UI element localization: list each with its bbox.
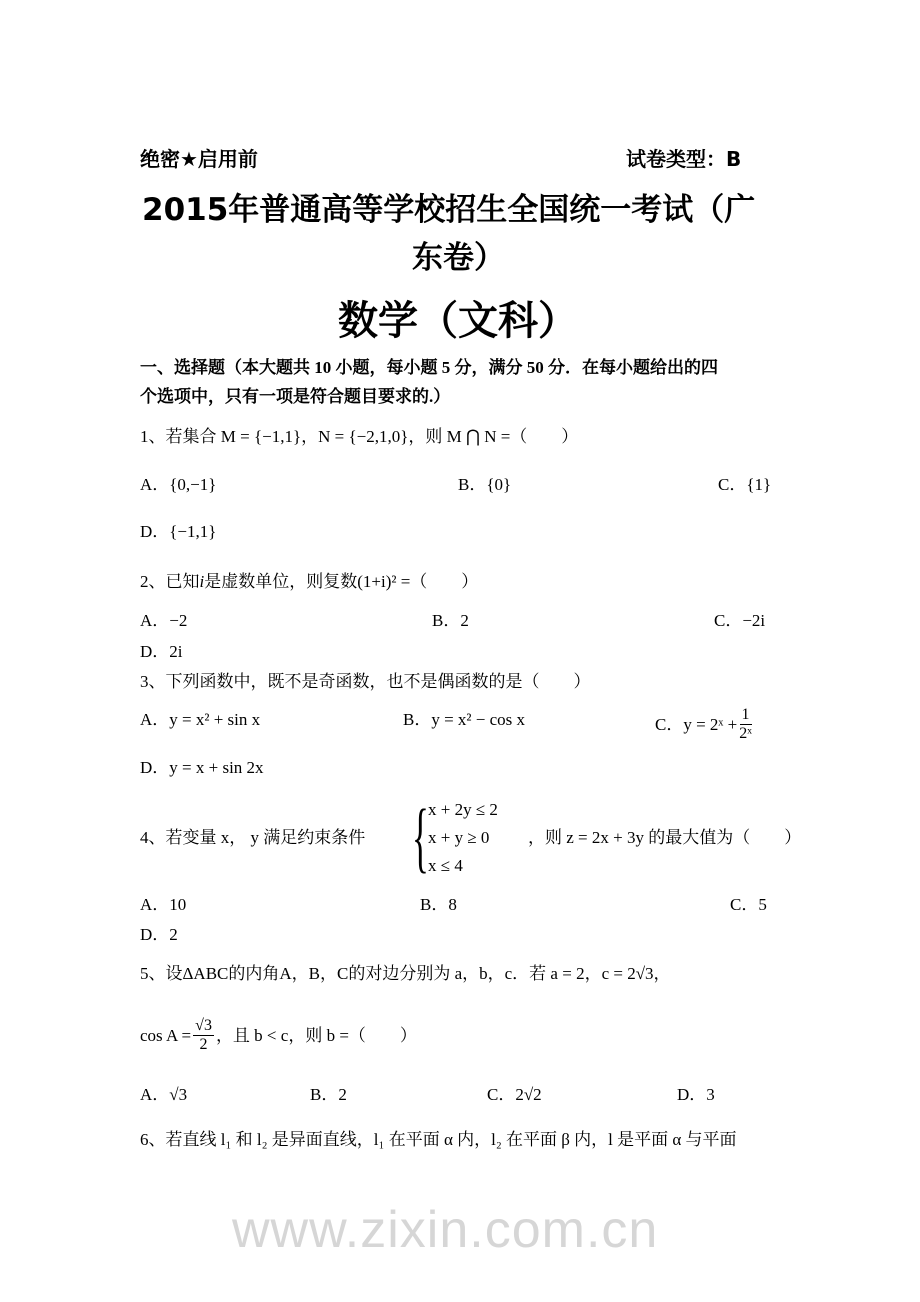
question-5-option-d: D．3: [677, 1085, 715, 1104]
watermark: www.zixin.com.cn: [232, 1201, 659, 1259]
question-5-option-c: C．2√2: [487, 1085, 542, 1104]
question-4-option-b: B．8: [420, 895, 457, 914]
question-3-option-c-text: C．y = 2ˣ +: [655, 714, 738, 734]
question-4-option-d: D．2: [140, 925, 178, 944]
question-6-stem: 6、若直线 l₁ 和 l₂ 是异面直线，l₁ 在平面 α 内，l₂ 在平面 β 内，l 是平面 α 与平面: [140, 1130, 737, 1149]
question-3-option-d: D．y = x + sin 2x: [140, 758, 264, 777]
left-brace: {: [412, 793, 429, 880]
question-2-option-b: B．2: [432, 611, 469, 630]
exam-title-line2: 东卷）: [412, 240, 505, 276]
question-2-option-a: A．−2: [140, 611, 188, 630]
question-5-stem-post: ，且 b < c，则 b =（ ）: [215, 1025, 417, 1045]
question-5-stem: 5、设ΔABC的内角A，B，C的对边分别为 a，b，c．若 a = 2，c = 2√3，: [140, 964, 671, 983]
question-1-option-b: B．{0}: [458, 475, 512, 494]
question-1-option-d: D．{−1,1}: [140, 522, 217, 541]
question-2-option-c: C．−2i: [714, 611, 766, 630]
question-4-stem-pre: 4、若变量 x， y 满足约束条件: [140, 828, 366, 847]
question-4-stem-post: ，则 z = 2x + 3y 的最大值为（ ）: [528, 828, 802, 847]
confidential-label: 绝密★启用前: [140, 147, 258, 171]
fraction-denominator: 2: [199, 1036, 208, 1053]
question-2-stem-mid: 是虚数单位，则复数: [204, 572, 358, 591]
constraint-2: x + y ≥ 0: [428, 828, 490, 847]
fraction: [193, 1017, 214, 1054]
question-3-option-a: A．y = x² + sin x: [140, 710, 261, 729]
cos-a-label: cos A =: [140, 1025, 192, 1045]
question-4-option-a: A．10: [140, 895, 187, 914]
question-4-option-c: C．5: [730, 895, 767, 914]
fraction-numerator: 1: [741, 706, 750, 723]
question-2-option-d: D．2i: [140, 642, 183, 661]
constraint-3: x ≤ 4: [428, 856, 463, 875]
question-5-option-b: B．2: [310, 1085, 347, 1104]
question-1-option-a: A．{0,−1}: [140, 475, 217, 494]
subject-title: 数学（文科）: [338, 298, 578, 344]
question-1-option-c: C．{1}: [718, 475, 772, 494]
question-2-stem: [140, 570, 478, 594]
question-2-stem-i: i: [199, 572, 205, 591]
question-3-option-c: [655, 706, 754, 743]
question-5-stem-line2: [140, 1017, 417, 1054]
question-3-option-b: B．y = x² − cos x: [403, 710, 526, 729]
constraint-1: x + 2y ≤ 2: [428, 800, 498, 819]
question-2-stem-expr: (1+i)² =（ ）: [357, 572, 479, 591]
question-1-stem: 1、若集合 M = {−1,1}，N = {−2,1,0}，则 M ⋂ N =（ ）: [140, 427, 579, 446]
paper-type-label: 试卷类型：B: [626, 147, 742, 171]
question-5-option-a: A．√3: [140, 1085, 188, 1104]
question-3-stem: 3、下列函数中，既不是奇函数，也不是偶函数的是（ ）: [140, 672, 591, 691]
fraction-numerator: √3: [195, 1017, 212, 1034]
fraction: [739, 706, 752, 743]
fraction-denominator: 2ˣ: [739, 725, 752, 742]
exam-title-line1: 2015年普通高等学校招生全国统一考试（广: [142, 192, 756, 228]
section-instructions-line1: 一、选择题（本大题共 10 小题，每小题 5 分，满分 50 分．在每小题给出的四: [140, 358, 718, 377]
question-2-stem-pre: 2、已知: [140, 572, 200, 591]
section-instructions-line2: 个选项中，只有一项是符合题目要求的.）: [140, 387, 451, 406]
